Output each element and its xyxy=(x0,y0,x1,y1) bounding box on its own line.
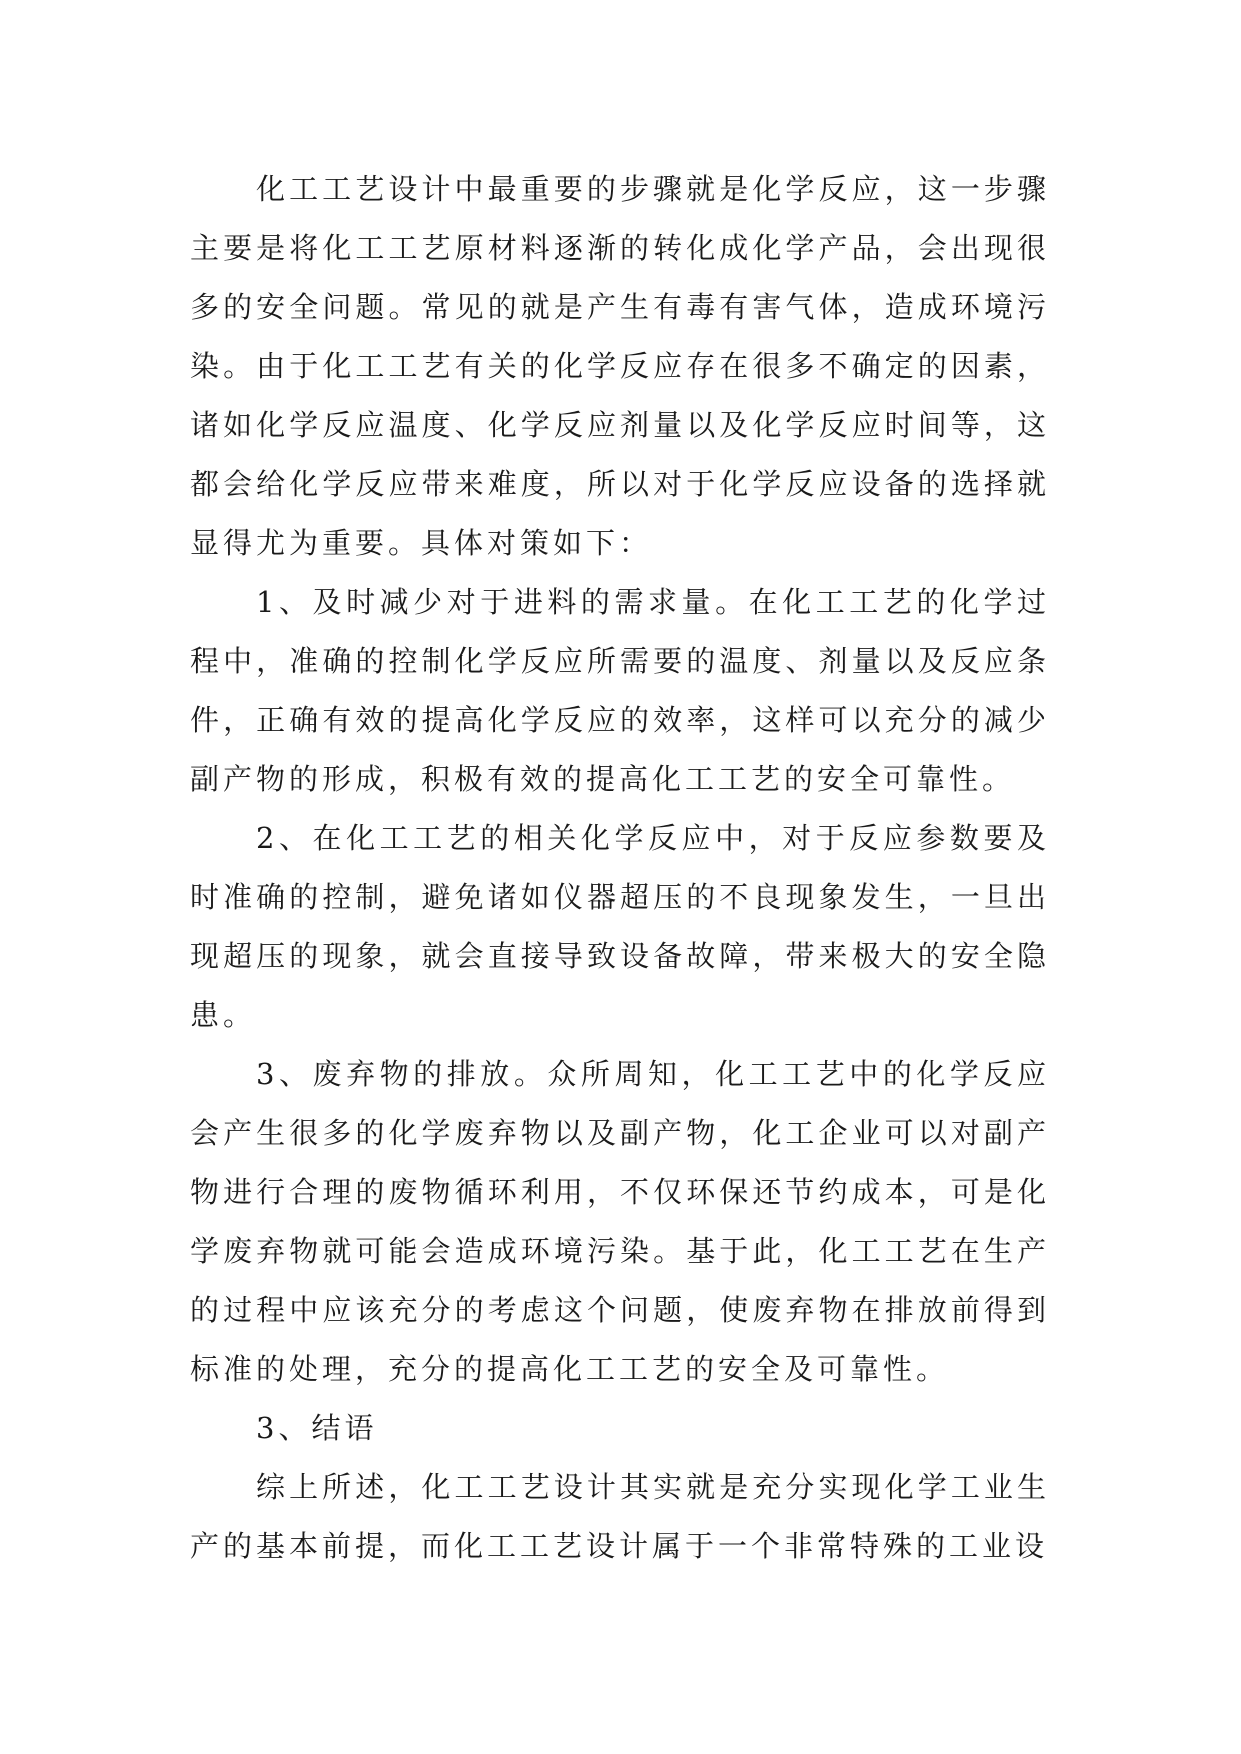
section-heading-conclusion: 3、结语 xyxy=(256,1411,378,1445)
paragraph-chemical-reaction-intro: 化工工艺设计中最重要的步骤就是化学反应，这一步骤主要是将化工工艺原材料逐渐的转化成化学产品，会出现很多的安全问题。常见的就是产生有毒有害气体，造成环境污染。由于化工工艺有关的化学反应存在很多不确定的因素，诸如化学反应温度、化学反应剂量以及化学反应时间等，这都会给化学反应带来难度，所以对于化学反应设备的选择就显得尤为重要。具体对策如下： xyxy=(190,172,1050,560)
paragraph-measure-3: 3、废弃物的排放。众所周知，化工工艺中的化学反应会产生很多的化学废弃物以及副产物，化工企业可以对副产物进行合理的废物循环利用，不仅环保还节约成本，可是化学废弃物就可能会造成环境污染。基于此，化工工艺在生产的过程中应该充分的考虑这个问题，使废弃物在排放前得到标准的处理，充分的提高化工工艺的安全及可靠性。 xyxy=(190,1057,1050,1386)
paragraph-measure-1: 1、及时减少对于进料的需求量。在化工工艺的化学过程中，准确的控制化学反应所需要的温度、剂量以及反应条件，正确有效的提高化学反应的效率，这样可以充分的减少副产物的形成，积极有效的提高化工工艺的安全可靠性。 xyxy=(190,585,1050,796)
document-body xyxy=(190,160,1050,1576)
paragraph-measure-2: 2、在化工工艺的相关化学反应中，对于反应参数要及时准确的控制，避免诸如仪器超压的不良现象发生，一旦出现超压的现象，就会直接导致设备故障，带来极大的安全隐患。 xyxy=(190,821,1050,1032)
paragraph-conclusion: 综上所述，化工工艺设计其实就是充分实现化学工业生产的基本前提，而化工工艺设计属于一个非常特殊的工业设 xyxy=(190,1470,1050,1563)
